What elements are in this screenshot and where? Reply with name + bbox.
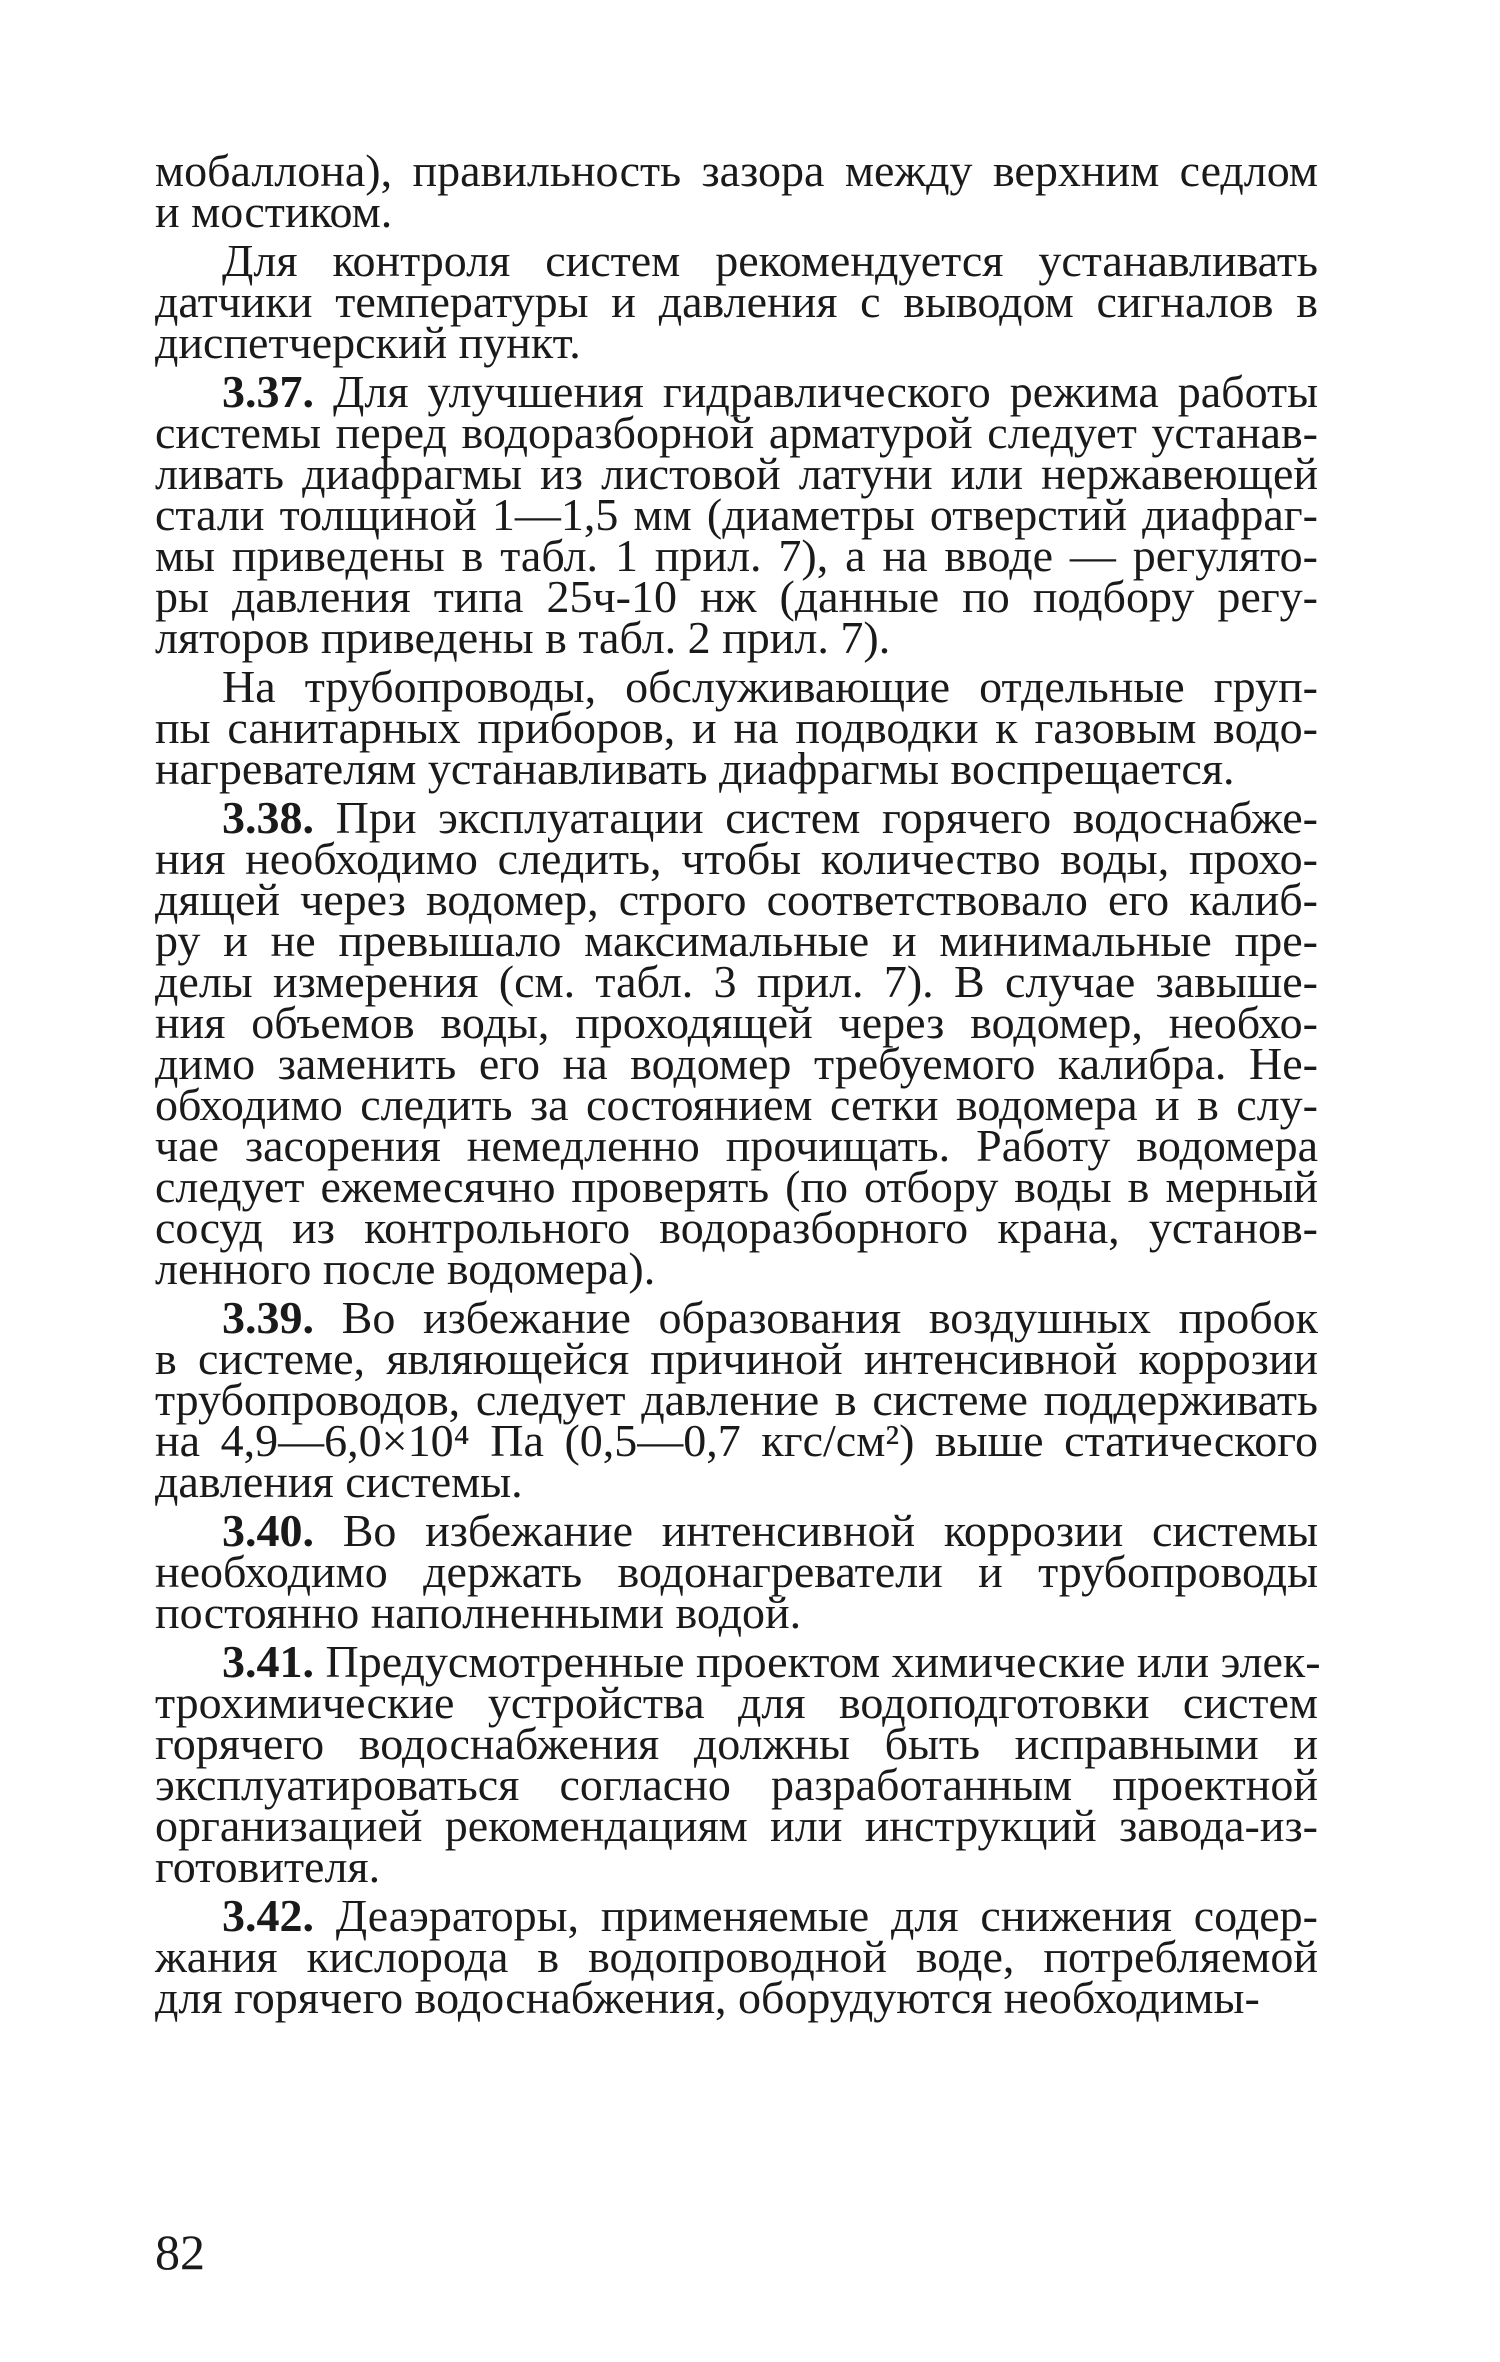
text-line (155, 702, 1318, 753)
line-text: Во избежание интенсивной коррозии системы (314, 1505, 1318, 1556)
line-text: ры давления типа 25ч-10 нж (данные по подбору регу- (155, 571, 1318, 622)
text-line (155, 1800, 1318, 1851)
paragraph-diaphragm-ban (155, 661, 1318, 794)
line-text: дящей через водомер, строго соответствовало его калиб- (155, 874, 1318, 925)
paragraph-continuation (155, 145, 1318, 237)
text-line (155, 1587, 1318, 1638)
text-line (155, 407, 1318, 458)
line-text: стали толщиной 1—1,5 мм (диаметры отверстий диафраг- (155, 489, 1318, 540)
line-text: чае засорения немедленно прочищать. Работу водомера (155, 1120, 1318, 1171)
line-text: Для улучшения гидравлического режима работы (314, 366, 1318, 417)
text-line (155, 1456, 1318, 1507)
text-line (155, 366, 1318, 417)
section-number: 3.37. (222, 366, 314, 417)
line-text: димо заменить его на водомер требуемого калибра. Не- (155, 1038, 1318, 1089)
line-text: сосуд из контрольного водоразборного крана, установ- (155, 1202, 1318, 1253)
line-text: трохимические устройства для водоподготовки систем (155, 1677, 1318, 1728)
line-text: мы приведены в табл. 1 прил. 7), а на вводе — регулято- (155, 530, 1318, 581)
text-line (155, 1677, 1318, 1728)
line-text: Для контроля систем рекомендуется устанавливать (222, 235, 1318, 286)
paragraph-3-41 (155, 1636, 1321, 1892)
line-text: и мостиком. (155, 186, 393, 237)
paragraph-3-38 (155, 792, 1318, 1294)
text-line (155, 661, 1318, 712)
text-line (155, 1718, 1318, 1769)
text-line (155, 1202, 1318, 1253)
text-line (155, 1415, 1318, 1466)
text-line (155, 612, 1318, 663)
line-text: ния объемов воды, проходящей через водомер, необхо- (155, 997, 1318, 1048)
line-text: ливать диафрагмы из листовой латуни или нержавеющей (155, 448, 1318, 499)
line-text: готовителя. (155, 1841, 381, 1892)
line-text: диспетчерский пункт. (155, 317, 581, 368)
text-line (155, 1546, 1318, 1597)
section-number: 3.42. (222, 1890, 314, 1941)
line-text: нагревателям устанавливать диафрагмы воспрещается. (155, 743, 1235, 794)
line-text: необходимо держать водонагреватели и трубопроводы (155, 1546, 1318, 1597)
text-line (155, 1890, 1318, 1941)
text-line (155, 743, 1318, 794)
line-text: Во избежание образования воздушных пробок (314, 1292, 1318, 1343)
text-line (155, 235, 1318, 286)
text-line (155, 489, 1318, 540)
text-line (155, 1759, 1318, 1810)
text-line (155, 1333, 1318, 1384)
text-line (155, 792, 1318, 843)
line-text: в системе, являющейся причиной интенсивной коррозии (155, 1333, 1318, 1384)
line-text: Предусмотренные проектом химические или элек- (314, 1636, 1321, 1687)
paragraph-3-42 (155, 1890, 1318, 2023)
line-text: постоянно наполненными водой. (155, 1587, 802, 1638)
text-line (155, 1292, 1318, 1343)
text-line (155, 1972, 1318, 2023)
text-line (155, 833, 1318, 884)
line-text: давления системы. (155, 1456, 523, 1507)
section-number: 3.40. (222, 1505, 314, 1556)
text-line (155, 276, 1318, 327)
paragraph-sensors (155, 235, 1318, 368)
section-number: 3.41. (222, 1636, 314, 1687)
paragraph-3-39 (155, 1292, 1318, 1507)
section-number: 3.39. (222, 1292, 314, 1343)
text-line (155, 1931, 1318, 1982)
line-text: ния необходимо следить, чтобы количество воды, прохо- (155, 833, 1318, 884)
text-line (155, 1038, 1318, 1089)
text-line (155, 186, 1318, 237)
line-text: обходимо следить за состоянием сетки водомера и в слу- (155, 1079, 1318, 1130)
line-text: При эксплуатации систем горячего водоснабже- (314, 792, 1318, 843)
text-line (155, 915, 1318, 966)
line-text: делы измерения (см. табл. 3 прил. 7). В случае завыше- (155, 956, 1318, 1007)
line-text: ру и не превышало максимальные и минимальные пре- (155, 915, 1318, 966)
line-text: на 4,9—6,0×10⁴ Па (0,5—0,7 кгс/см²) выше статического (155, 1415, 1318, 1466)
line-text: жания кислорода в водопроводной воде, потребляемой (155, 1931, 1318, 1982)
section-number: 3.38. (222, 792, 314, 843)
line-text: для горячего водоснабжения, оборудуются необходимы- (155, 1972, 1260, 2023)
line-text: организацией рекомендациям или инструкций завода-из- (155, 1800, 1318, 1851)
line-text: пы санитарных приборов, и на подводки к газовым водо- (155, 702, 1318, 753)
text-line (155, 530, 1318, 581)
text-line (155, 1120, 1318, 1171)
page-number: 82 (155, 2224, 205, 2280)
text-line (155, 571, 1318, 622)
text-line (155, 956, 1318, 1007)
text-line (155, 448, 1318, 499)
text-line (155, 997, 1318, 1048)
paragraph-3-40 (155, 1505, 1318, 1638)
text-line (155, 1505, 1318, 1556)
line-text: следует ежемесячно проверять (по отбору воды в мерный (155, 1161, 1318, 1212)
line-text: ляторов приведены в табл. 2 прил. 7). (155, 612, 891, 663)
line-text: Деаэраторы, применяемые для снижения содер- (314, 1890, 1318, 1941)
text-line (155, 145, 1318, 196)
text-line (155, 1636, 1321, 1687)
page-body (155, 145, 1321, 2026)
paragraph-3-37 (155, 366, 1318, 663)
line-text: системы перед водоразборной арматурой следует устанав- (155, 407, 1318, 458)
text-line (155, 1374, 1318, 1425)
text-line (155, 317, 1318, 368)
line-text: На трубопроводы, обслуживающие отдельные груп- (222, 661, 1318, 712)
text-line (155, 1161, 1318, 1212)
text-line (155, 874, 1318, 925)
text-line (155, 1079, 1318, 1130)
line-text: ленного после водомера). (155, 1243, 656, 1294)
line-text: горячего водоснабжения должны быть исправными и (155, 1718, 1318, 1769)
line-text: мобаллона), правильность зазора между верхним седлом (155, 145, 1318, 196)
text-line (155, 1243, 1318, 1294)
line-text: эксплуатироваться согласно разработанным проектной (155, 1759, 1318, 1810)
line-text: датчики температуры и давления с выводом сигналов в (155, 276, 1318, 327)
line-text: трубопроводов, следует давление в системе поддерживать (155, 1374, 1318, 1425)
text-line (155, 1841, 1318, 1892)
